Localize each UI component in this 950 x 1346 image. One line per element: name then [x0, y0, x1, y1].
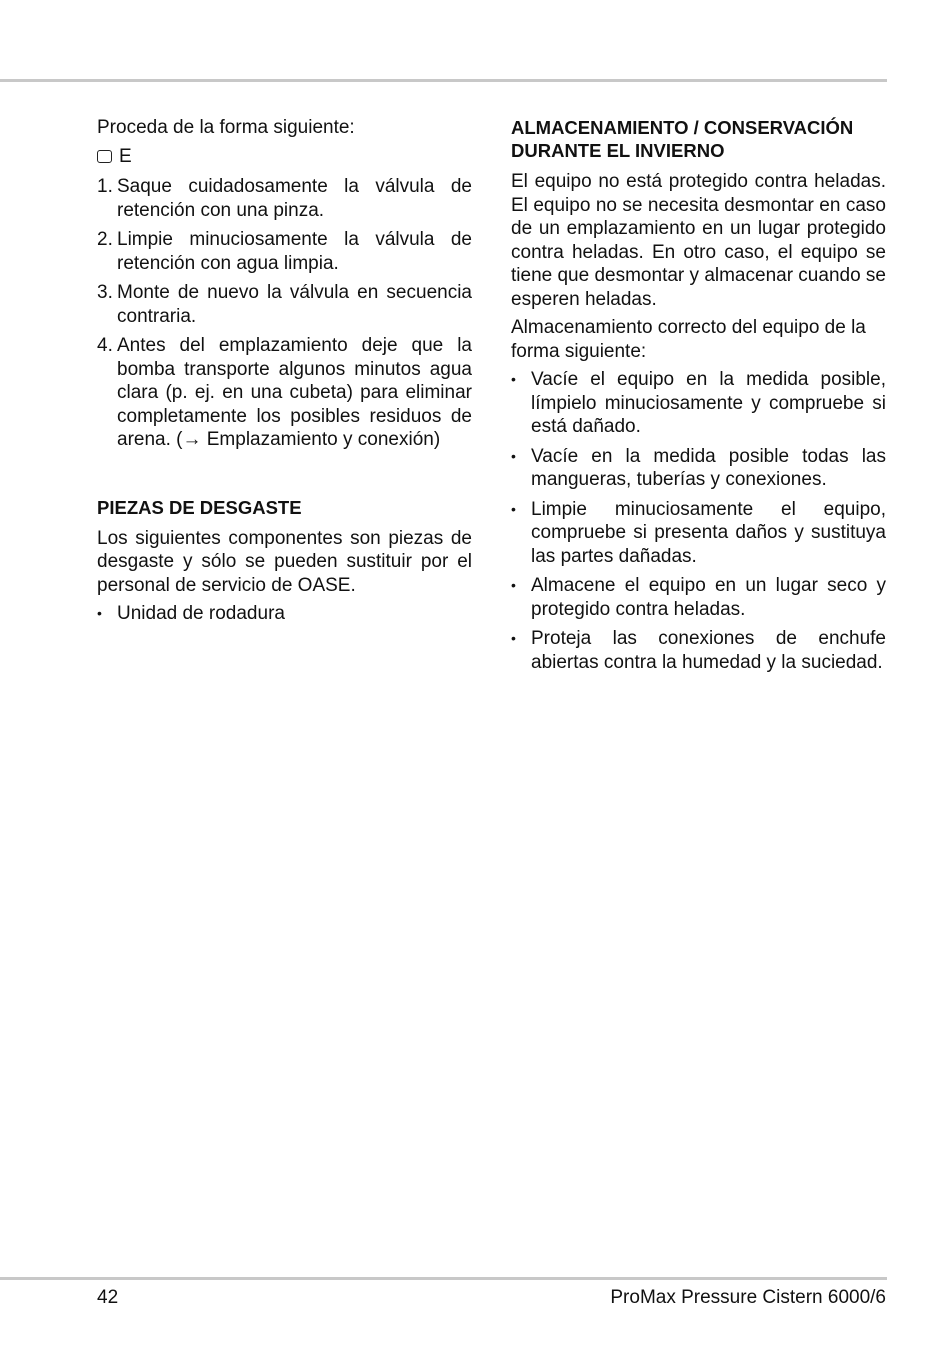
step-number: 1. [97, 176, 113, 197]
list-item [97, 281, 472, 328]
bullet-icon: • [511, 500, 516, 517]
page-number: 42 [97, 1287, 119, 1308]
storage-steps [511, 368, 886, 674]
left-column [97, 116, 472, 632]
wear-parts-list [97, 602, 472, 626]
bullet-icon: • [511, 447, 516, 464]
figure-reference-icon [97, 150, 112, 163]
list-item [511, 498, 886, 569]
step-text: Saque cuidadosamente la válvula de retención con una pinza. [117, 176, 472, 221]
step-number: 2. [97, 229, 113, 250]
step-text: Antes del emplazamiento deje que la bomba transporte algunos minutos agua clara (p. ej. en una cubeta) para eliminar completamente los posibles residuos de arena. (→ Emplazamiento y conexión) [117, 335, 472, 450]
bullet-icon: • [511, 371, 516, 387]
right-column [511, 116, 886, 680]
storage-paragraph: El equipo no está protegido contra heladas. El equipo no se necesita desmontar en caso de un emplazamiento en un lugar protegido contra heladas. En otro caso, el equipo se tiene que desmontar y almacenar cuando se esperen heladas. [511, 171, 886, 310]
list-item [97, 334, 472, 452]
wear-parts-text: Los siguientes componentes son piezas de desgaste y sólo se pueden sustituir por el personal de servicio de OASE. [97, 527, 472, 596]
step-text: Monte de nuevo la válvula en secuencia contraria. [117, 282, 472, 327]
footer-rule [0, 1277, 887, 1280]
storage-step-text: Vacíe en la medida posible todas las mangueras, tuberías y conexiones. [531, 445, 886, 490]
procedure-intro: Proceda de la forma siguiente: [97, 117, 355, 138]
storage-step-text: Almacene el equipo en un lugar seco y protegido contra heladas. [531, 575, 886, 620]
header-rule [0, 79, 887, 82]
wear-parts-heading: PIEZAS DE DESGASTE [97, 496, 302, 518]
figure-reference [97, 145, 472, 169]
storage-step-text: Vacíe el equipo en la medida posible, límpielo minuciosamente y compruebe si está dañado. [531, 369, 886, 437]
wear-part-text: Unidad de rodadura [117, 603, 285, 624]
storage-step-text: Limpie minuciosamente el equipo, compruebe si presenta daños y sustituya las partes dañadas. [531, 498, 886, 567]
list-item [511, 445, 886, 492]
list-item [97, 228, 472, 275]
storage-heading: ALMACENAMIENTO / CONSERVACIÓN DURANTE EL INVIERNO [511, 117, 854, 161]
bullet-icon: • [97, 605, 102, 621]
storage-step-text: Proteja las conexiones de enchufe abiertas contra la humedad y la suciedad. [531, 628, 886, 673]
list-item [511, 627, 886, 674]
figure-reference-label: E [119, 145, 132, 167]
storage-procedure-intro: Almacenamiento correcto del equipo de la forma siguiente: [511, 317, 866, 362]
procedure-steps [97, 175, 472, 452]
bullet-icon: • [511, 630, 516, 646]
list-item [97, 175, 472, 222]
step-number: 3. [97, 282, 113, 303]
step-number: 4. [97, 335, 113, 356]
list-item [511, 574, 886, 621]
list-item [511, 368, 886, 439]
bullet-icon: • [511, 577, 516, 593]
step-text: Limpie minuciosamente la válvula de retención con agua limpia. [117, 229, 472, 274]
product-name: ProMax Pressure Cistern 6000/6 [610, 1287, 886, 1308]
list-item [97, 602, 472, 626]
